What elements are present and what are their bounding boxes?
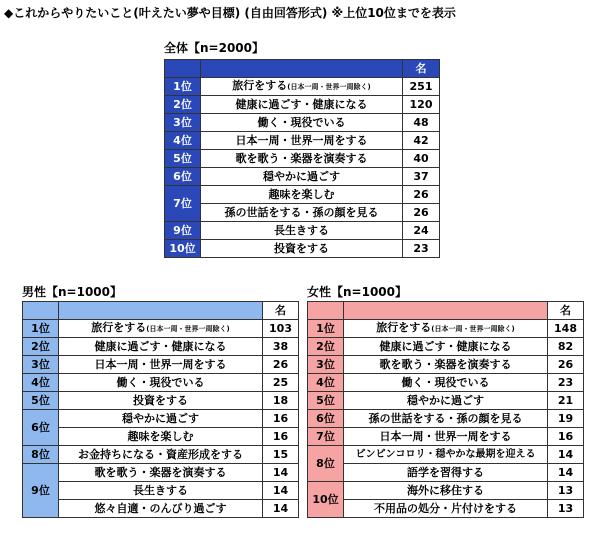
item-cell: 穏やかに過ごす — [344, 392, 548, 410]
rank-cell: 8位 — [23, 446, 59, 464]
table-row — [23, 320, 299, 338]
count-cell: 14 — [263, 500, 299, 518]
count-cell: 48 — [403, 114, 440, 132]
overall-ranking-table — [164, 59, 440, 258]
rank-cell: 4位 — [308, 374, 344, 392]
rank-header-cell — [308, 302, 344, 320]
table-row — [308, 392, 584, 410]
rank-cell: 2位 — [165, 96, 201, 114]
count-cell: 103 — [263, 320, 299, 338]
count-cell: 38 — [263, 338, 299, 356]
item-header-cell — [344, 302, 548, 320]
item-note: (日本一周・世界一周除く) — [287, 83, 371, 91]
item-text: 旅行をする — [91, 321, 147, 334]
item-cell: ピンピンコロリ・穏やかな最期を迎える — [344, 446, 548, 464]
item-cell: 長生きする — [59, 482, 263, 500]
rank-cell: 3位 — [308, 356, 344, 374]
table-row — [308, 356, 584, 374]
count-cell: 24 — [403, 222, 440, 240]
table-row — [308, 464, 584, 482]
rank-cell: 9位 — [165, 222, 201, 240]
table-row — [308, 410, 584, 428]
count-cell: 26 — [403, 204, 440, 222]
table-row — [23, 428, 299, 446]
table-row — [23, 446, 299, 464]
table-row — [165, 168, 440, 186]
count-cell: 23 — [548, 374, 584, 392]
count-cell: 251 — [403, 78, 440, 96]
rank-cell: 9位 — [23, 464, 59, 518]
rank-cell: 7位 — [308, 428, 344, 446]
table-row — [165, 78, 440, 96]
rank-cell: 2位 — [23, 338, 59, 356]
item-cell: 趣味を楽しむ — [59, 428, 263, 446]
table-row — [23, 410, 299, 428]
table-row — [308, 338, 584, 356]
table-row — [165, 240, 440, 258]
rank-header-cell — [165, 60, 201, 78]
table-row — [165, 96, 440, 114]
count-cell: 14 — [548, 464, 584, 482]
table-row — [165, 186, 440, 204]
count-cell: 148 — [548, 320, 584, 338]
table-row — [165, 114, 440, 132]
table-row — [23, 482, 299, 500]
overall-label: 全体【n=2000】 — [164, 41, 264, 55]
page-title: ◆これからやりたいこと(叶えたい夢や目標) (自由回答形式) ※上位10位までを表示 — [4, 6, 456, 20]
count-cell: 16 — [263, 428, 299, 446]
count-cell: 25 — [263, 374, 299, 392]
item-note: (日本一周・世界一周除く) — [431, 325, 515, 333]
item-cell: 日本一周・世界一周をする — [201, 132, 403, 150]
item-note: (日本一周・世界一周除く) — [146, 325, 230, 333]
count-cell: 23 — [403, 240, 440, 258]
table-row — [23, 392, 299, 410]
count-cell: 37 — [403, 168, 440, 186]
table-row — [23, 464, 299, 482]
item-cell: 孫の世話をする・孫の顔を見る — [344, 410, 548, 428]
count-cell: 40 — [403, 150, 440, 168]
rank-cell: 5位 — [308, 392, 344, 410]
table-row — [23, 356, 299, 374]
item-cell: 歌を歌う・楽器を演奏する — [59, 464, 263, 482]
rank-cell: 6位 — [165, 168, 201, 186]
count-cell: 14 — [263, 482, 299, 500]
item-cell: お金持ちになる・資産形成をする — [59, 446, 263, 464]
table-row — [23, 338, 299, 356]
item-cell: 働く・現役でいる — [59, 374, 263, 392]
rank-cell: 3位 — [23, 356, 59, 374]
count-header: 名 — [263, 302, 299, 320]
count-cell: 42 — [403, 132, 440, 150]
rank-cell: 1位 — [23, 320, 59, 338]
count-cell: 26 — [263, 356, 299, 374]
item-cell: 日本一周・世界一周をする — [344, 428, 548, 446]
rank-cell: 4位 — [23, 374, 59, 392]
count-cell: 120 — [403, 96, 440, 114]
count-header: 名 — [403, 60, 440, 78]
rank-cell: 6位 — [23, 410, 59, 446]
item-cell: 投資をする — [59, 392, 263, 410]
count-cell: 21 — [548, 392, 584, 410]
table-header-row — [23, 302, 299, 320]
item-cell: 健康に過ごす・健康になる — [59, 338, 263, 356]
count-cell: 14 — [263, 464, 299, 482]
table-header-row — [308, 302, 584, 320]
count-cell: 26 — [403, 186, 440, 204]
rank-cell: 8位 — [308, 446, 344, 482]
female-ranking-table — [307, 301, 584, 518]
item-cell: 健康に過ごす・健康になる — [344, 338, 548, 356]
item-cell: 日本一周・世界一周をする — [59, 356, 263, 374]
table-row — [308, 446, 584, 464]
female-label: 女性【n=1000】 — [307, 285, 407, 299]
item-cell: 歌を歌う・楽器を演奏する — [344, 356, 548, 374]
item-cell: 投資をする — [201, 240, 403, 258]
table-row — [165, 132, 440, 150]
table-row — [308, 320, 584, 338]
count-cell: 19 — [548, 410, 584, 428]
item-cell: 穏やかに過ごす — [59, 410, 263, 428]
rank-header-cell — [23, 302, 59, 320]
count-cell: 14 — [548, 446, 584, 464]
table-row — [308, 374, 584, 392]
table-row — [165, 150, 440, 168]
item-cell — [59, 320, 263, 338]
rank-cell: 2位 — [308, 338, 344, 356]
table-row — [308, 482, 584, 500]
item-header-cell — [201, 60, 403, 78]
count-cell: 16 — [548, 428, 584, 446]
rank-cell: 3位 — [165, 114, 201, 132]
count-cell: 16 — [263, 410, 299, 428]
male-label: 男性【n=1000】 — [22, 285, 122, 299]
rank-cell: 1位 — [308, 320, 344, 338]
item-cell: 健康に過ごす・健康になる — [201, 96, 403, 114]
table-row — [23, 500, 299, 518]
item-cell: 語学を習得する — [344, 464, 548, 482]
rank-cell: 5位 — [23, 392, 59, 410]
rank-cell: 5位 — [165, 150, 201, 168]
item-cell: 歌を歌う・楽器を演奏する — [201, 150, 403, 168]
count-cell: 26 — [548, 356, 584, 374]
table-header-row — [165, 60, 440, 78]
item-cell: 働く・現役でいる — [344, 374, 548, 392]
count-cell: 15 — [263, 446, 299, 464]
male-ranking-table — [22, 301, 299, 518]
item-cell: 穏やかに過ごす — [201, 168, 403, 186]
table-row — [165, 204, 440, 222]
count-cell: 18 — [263, 392, 299, 410]
item-cell: 働く・現役でいる — [201, 114, 403, 132]
table-row — [165, 222, 440, 240]
item-cell: 不用品の処分・片付けをする — [344, 500, 548, 518]
table-row — [308, 428, 584, 446]
item-cell: 海外に移住する — [344, 482, 548, 500]
rank-cell: 10位 — [308, 482, 344, 518]
rank-cell: 4位 — [165, 132, 201, 150]
table-row — [23, 374, 299, 392]
count-cell: 82 — [548, 338, 584, 356]
item-cell — [201, 78, 403, 96]
item-cell: 悠々自適・のんびり過ごす — [59, 500, 263, 518]
rank-cell: 10位 — [165, 240, 201, 258]
rank-cell: 7位 — [165, 186, 201, 222]
item-cell: 孫の世話をする・孫の顔を見る — [201, 204, 403, 222]
item-cell: 長生きする — [201, 222, 403, 240]
rank-cell: 6位 — [308, 410, 344, 428]
item-text: 旅行をする — [232, 79, 288, 92]
table-row — [308, 500, 584, 518]
item-cell: 趣味を楽しむ — [201, 186, 403, 204]
item-text: 旅行をする — [376, 321, 432, 334]
item-header-cell — [59, 302, 263, 320]
count-cell: 13 — [548, 500, 584, 518]
rank-cell: 1位 — [165, 78, 201, 96]
count-cell: 13 — [548, 482, 584, 500]
count-header: 名 — [548, 302, 584, 320]
item-cell — [344, 320, 548, 338]
